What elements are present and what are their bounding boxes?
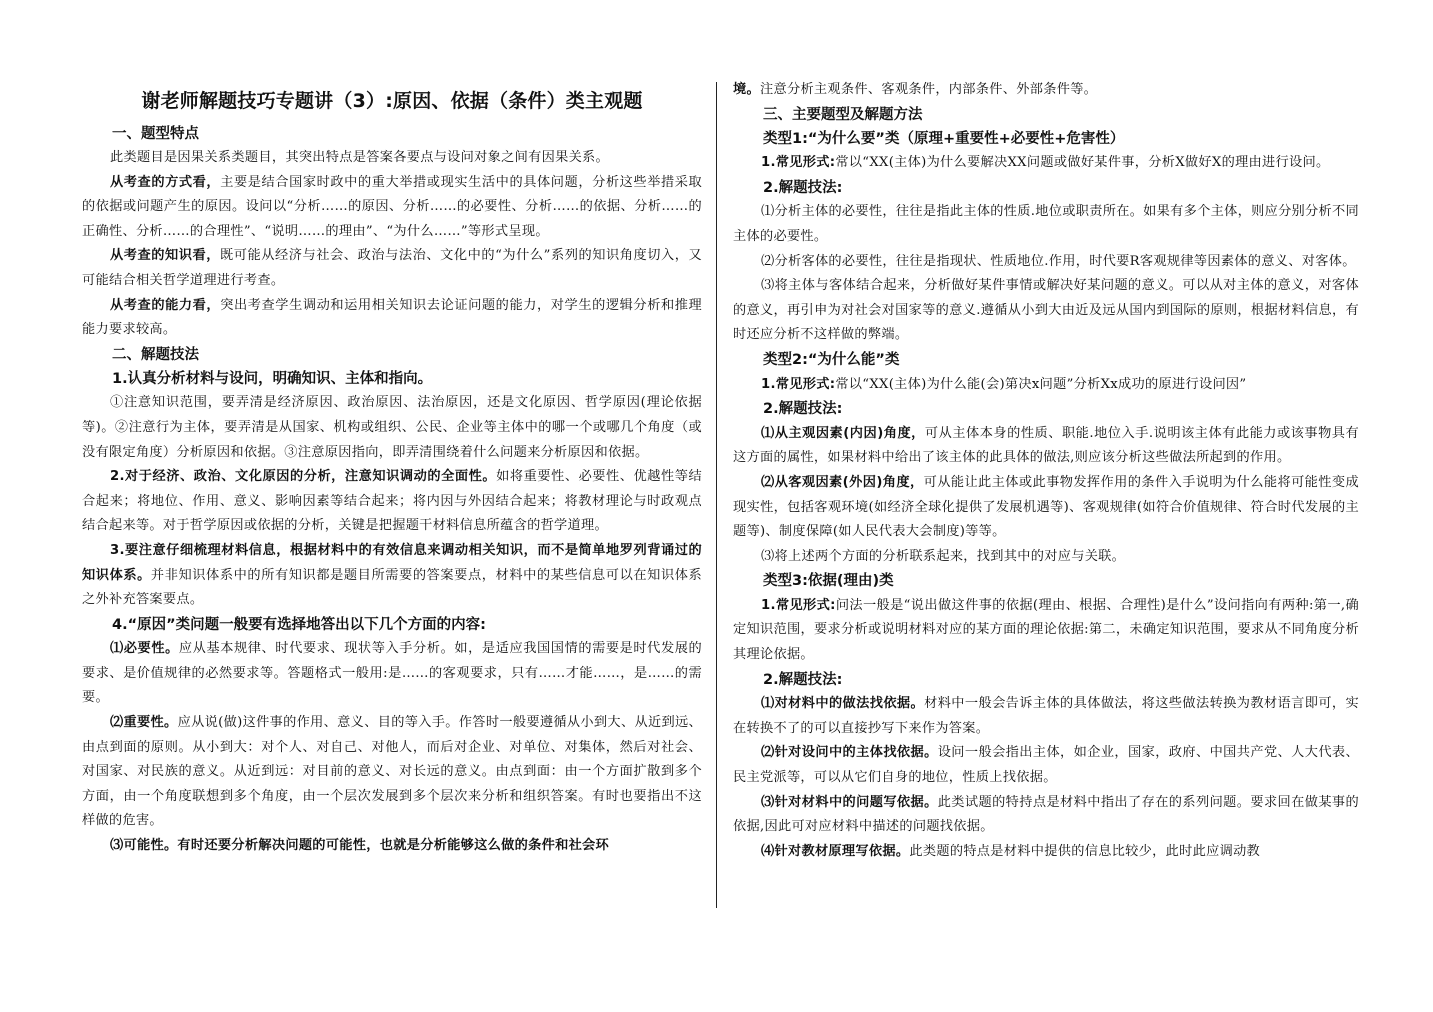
lead-text: ⑴对材料中的做法找依据。 — [761, 696, 925, 712]
paragraph: 3.要注意仔细梳理材料信息，根据材料中的有效信息来调动相关知识，而不是简单地罗列背诵过的知识体系。并非知识体系中的所有知识都是题目所需要的答案要点，材料中的某些信息可以在知识体系之外补充答案要点。 — [82, 542, 702, 608]
section-heading-2: 二、解题技法 — [112, 345, 199, 363]
lead-text: 境。 — [733, 82, 760, 97]
paragraph: ①注意知识范围，要弄清是经济原因、政治原因、法治原因，还是文化原因、哲学原因(理论依据等)。②注意行为主体，要弄清是从国家、机构或组织、公民、企业等主体中的哪一个或哪几个角度（或没有限定角度）分析原因和依据。③注意原因指向，即弄清围绕着什么问题来分析原因和依据。 — [82, 395, 702, 460]
subheading: 2.解题技法: — [763, 401, 843, 418]
paragraph: ⑴分析主体的必要性，往往是指此主体的性质.地位或职责所在。如果有多个主体，则应分别分析不同主体的必要性。 — [733, 204, 1359, 244]
paragraph: 从考查的能力看，突出考查学生调动和运用相关知识去论证问题的能力，对学生的逻辑分析和推理能力要求较高。 — [82, 297, 703, 338]
paragraph: ⑵重要性。应从说(做)这件事的作用、意义、目的等入手。作答时一般要遵循从小到大、从近到远、由点到面的原则。从小到大：对个人、对自己、对他人，而后对企业、对单位、对集体，然后对社会、对国家、对民族的意义。从近到远：对目前的意义、对长远的意义。由点到面：由一个方面扩散到多个方面，由一个角度联想到多个角度，由一个层次发展到多个层次来分析和组织答案。有时也要指出不这样做的危害。 — [82, 715, 703, 829]
lead-text: 从考查的知识看， — [110, 248, 221, 264]
section-heading-3: 三、主要题型及解题方法 — [763, 105, 923, 123]
paragraph: ⑷针对教材原理写依据。此类题的特点是材料中提供的信息比较少，此时此应调动教 — [761, 843, 1261, 859]
paragraph: 1.常见形式:常以“XX(主体)为什么能(会)第决x问题”分析Xx成功的原进行设问因” — [761, 376, 1247, 392]
lead-text: ⑵针对设问中的主体找依据。 — [761, 745, 938, 761]
lead-text: 从考查的方式看， — [110, 174, 221, 190]
paragraph: ⑶将上述两个方面的分析联系起来，找到其中的对应与关联。 — [761, 548, 1126, 564]
type-heading-1: 类型1:“为什么要”类（原理+重要性+必要性+危害性） — [763, 130, 1125, 147]
paragraph: 1.常见形式:常以“XX(主体)为什么要解决XX问题或做好某件事，分析X做好X的理由进行设问。 — [761, 155, 1330, 171]
lead-text: ⑶可能性。有时还要分析解决问题的可能性，也就是分析能够这么做的条件和社会环 — [110, 838, 610, 854]
paragraph: ⑶将主体与客体结合起来，分析做好某件事情或解决好某问题的意义。可以从对主体的意义，对客体的意义，再引申为对社会对国家等的意义.遵循从小到大由近及远从国内到国际的原则，根据材料信息，有时还应分析不这样做的弊端。 — [733, 278, 1359, 343]
paragraph: ⑴从主观因素(内因)角度，可从主体本身的性质、职能.地位入手.说明该主体有此能力或该事物具有这方面的属性，如果材料中给出了该主体的此具体的做法,则应该分析这些做法所起到的作用。 — [733, 425, 1360, 466]
section-heading-1: 一、题型特点 — [112, 125, 199, 142]
paragraph: ⑵从客观因素(外因)角度，可从能让此主体或此事物发挥作用的条件入手说明为什么能将可能性变成现实性，包括客观环境(如经济全球化提供了发展机遇等)、客观规律(如符合价值规律、符合时代发展的主题等)、制度保障(如人民代表大会制度)等等。 — [733, 474, 1359, 540]
lead-text: 从考查的能力看， — [110, 297, 221, 313]
type-heading-3: 类型3:依据(理由)类 — [763, 573, 894, 590]
lead-text: ⑷针对教材原理写依据。 — [761, 843, 910, 859]
paragraph: 此类题目是因果关系类题目，其突出特点是答案各要点与设问对象之间有因果关系。 — [110, 150, 610, 165]
lead-text: 1.常见形式: — [761, 155, 836, 171]
subheading: 2.解题技法: — [763, 671, 843, 688]
type-heading-2: 类型2:“为什么能”类 — [763, 351, 900, 368]
lead-text: ⑵重要性。 — [110, 715, 178, 731]
lead-text: ⑶针对材料中的问题写依据。 — [761, 794, 938, 810]
lead-text: 1.常见形式: — [761, 376, 836, 392]
right-column — [733, 78, 1359, 864]
paragraph: ⑶针对材料中的问题写依据。此类试题的特持点是材料中指出了存在的系列问题。要求回在做某事的依据,因此可对应材料中描述的问题找依据。 — [733, 794, 1360, 835]
subheading: 2.解题技法: — [763, 179, 843, 196]
lead-text: ⑵从客观因素(外因)角度， — [761, 474, 924, 490]
lead-text: 1.常见形式: — [761, 597, 836, 613]
paragraph: 1.常见形式:问法一般是“说出做这件事的依据(理由、根据、合理性)是什么”设问指向有两种:第一,确定知识范围，要求分析或说明材料对应的某方面的理论依据:第二，未确定知识范围，要求从不同角度分析其理论依据。 — [733, 597, 1359, 663]
paragraph: 境。注意分析主观条件、客观条件，内部条件、外部条件等。 — [733, 82, 1098, 97]
lead-text: ⑴从主观因素(内因)角度， — [761, 425, 925, 441]
left-column — [82, 122, 702, 859]
paragraph: ⑴必要性。应从基本规律、时代要求、现状等入手分析。如，是适应我国国情的需要是时代发展的要求、是价值规律的必然要求等。答题格式一般用:是……的客观要求，只有……才能……，是……的需要。 — [82, 641, 702, 706]
page-title: 谢老师解题技巧专题讲（3）:原因、依据（条件）类主观题 — [141, 90, 643, 112]
column-divider — [716, 82, 717, 908]
lead-text: 2.对于经济、政治、文化原因的分析，注意知识调动的全面性。 — [110, 469, 497, 485]
subheading: 4.“原因”类问题一般要有选择地答出以下几个方面的内容: — [112, 616, 486, 633]
paragraph: 从考查的知识看，既可能从经济与社会、政治与法治、文化中的“为什么”系列的知识角度切入，又可能结合相关哲学道理进行考查。 — [82, 248, 702, 288]
paragraph: 2.对于经济、政治、文化原因的分析，注意知识调动的全面性。如将重要性、必要性、优越性等结合起来；将地位、作用、意义、影响因素等结合起来；将内因与外因结合起来；将教材理论与时政观点结合起来等。对于哲学原因或依据的分析，关键是把握题干材料信息所蕴含的哲学道理。 — [82, 469, 702, 534]
lead-text: ⑴必要性。 — [110, 641, 179, 657]
lead-text: 3.要注意仔细梳理材料信息，根据材料中的有效信息来调动相关知识，而不是简单地罗列背诵过的知识体系。 — [82, 542, 702, 583]
paragraph — [82, 834, 702, 859]
paragraph: ⑵分析客体的必要性，往往是指现状、性质地位.作用，时代要R客观规律等因素体的意义、对客体。 — [761, 253, 1356, 269]
paragraph: 从考查的方式看，主要是结合国家时政中的重大举措或现实生活中的具体问题，分析这些举措采取的依据或问题产生的原因。设问以“分析……的原因、分析……的必要性、分析……的依据、分析……的正确性、分析……的合理性”、“说明……的理由”、“为什么……”等形式呈现。 — [82, 174, 703, 239]
subheading: 1.认真分析材料与设问，明确知识、主体和指向。 — [112, 370, 433, 387]
paragraph: ⑵针对设问中的主体找依据。设问一般会指出主体，如企业，国家，政府、中国共产党、人大代表、民主党派等，可以从它们自身的地位，性质上找依据。 — [733, 745, 1360, 786]
paragraph: ⑴对材料中的做法找依据。材料中一般会告诉主体的具体做法，将这些做法转换为教材语言即可，实在转换不了的可以直接抄写下来作为答案。 — [733, 696, 1359, 736]
